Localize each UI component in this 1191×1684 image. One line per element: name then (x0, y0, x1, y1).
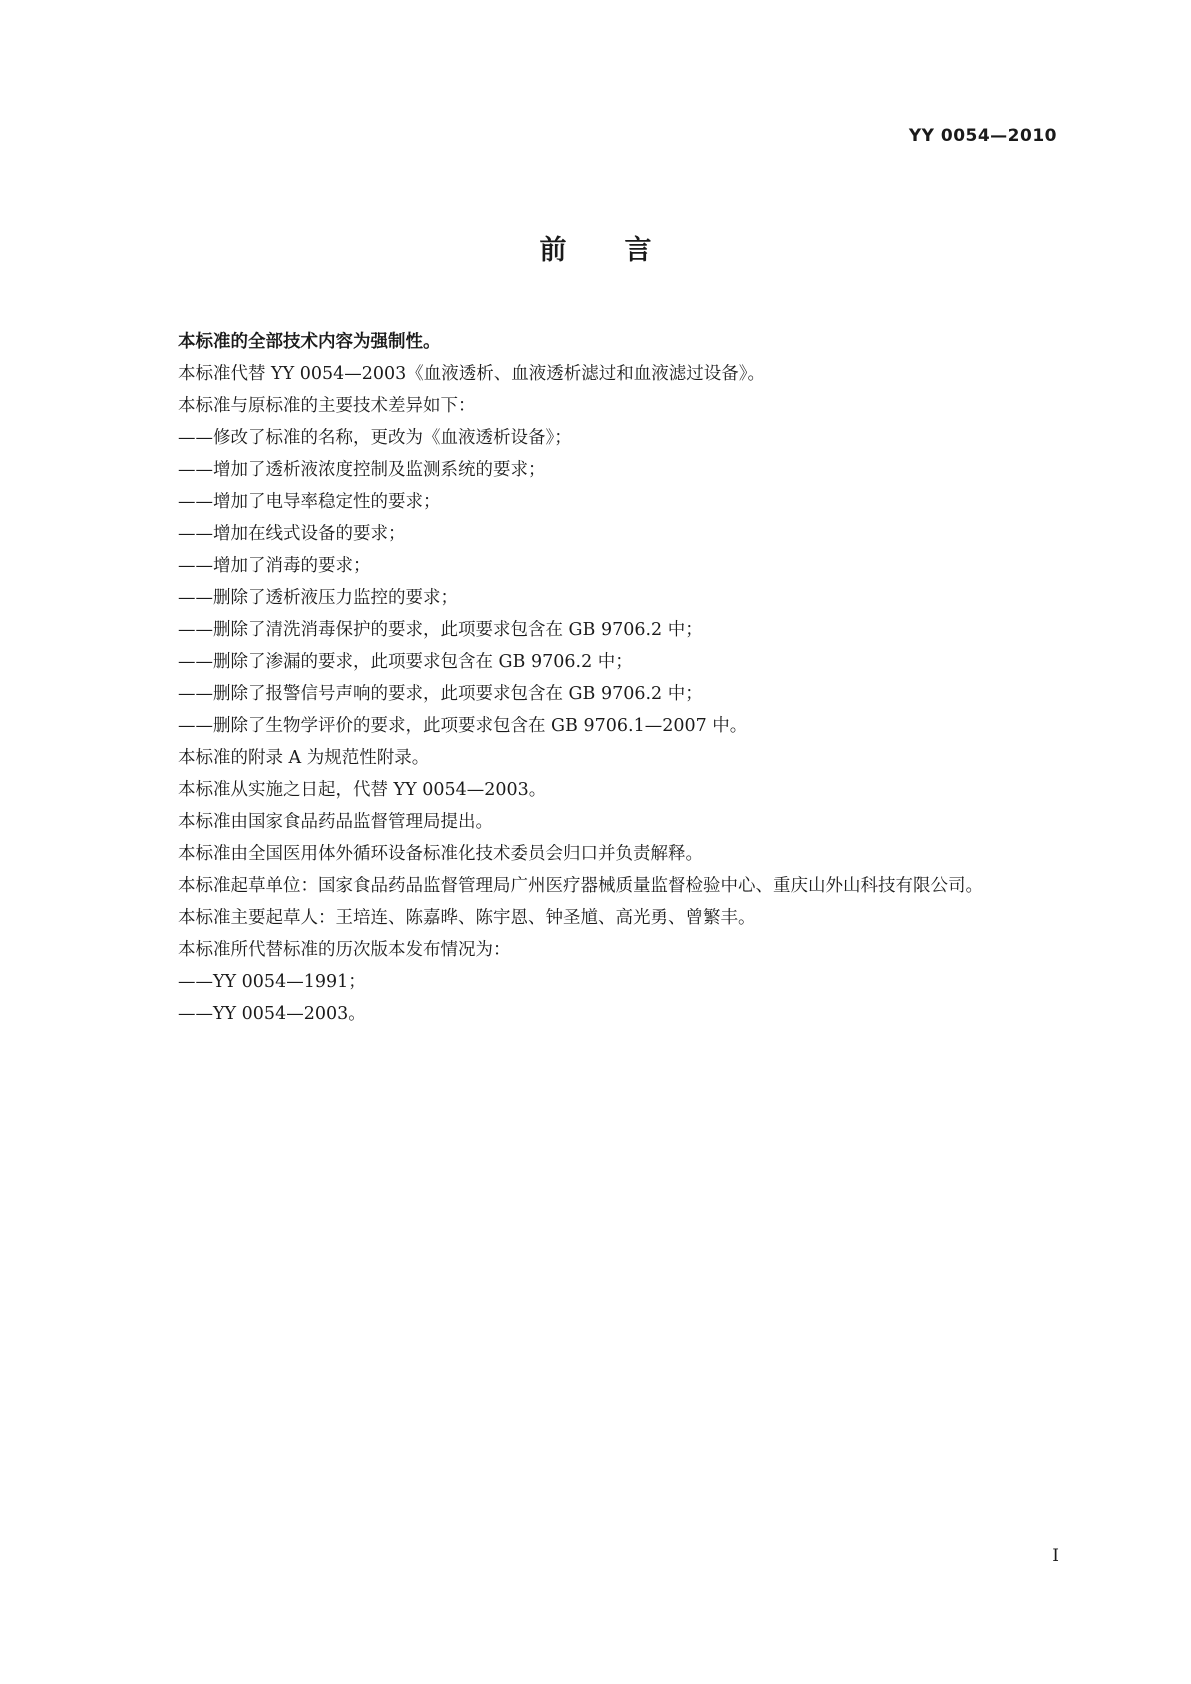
paragraph-drafting-units: 本标准起草单位：国家食品药品监督管理局广州医疗器械质量监督检验中心、重庆山外山科技有限公司。 (178, 876, 983, 896)
list-item-difference: ——删除了渗漏的要求，此项要求包含在 GB 9706.2 中； (178, 652, 633, 672)
paragraph-version-history-intro: 本标准所代替标准的历次版本发布情况为： (178, 940, 511, 960)
list-item-difference: ——删除了报警信号声响的要求，此项要求包含在 GB 9706.2 中； (178, 684, 703, 704)
list-item-difference: ——增加在线式设备的要求； (178, 524, 406, 544)
page-number: I (1052, 1546, 1059, 1566)
standard-code: YY 0054—2010 (908, 126, 1057, 146)
document-body (135, 326, 1059, 1030)
list-item-difference: ——增加了透析液浓度控制及监测系统的要求； (178, 460, 546, 480)
list-item-difference: ——增加了电导率稳定性的要求； (178, 492, 441, 512)
paragraph-mandatory-statement: 本标准的全部技术内容为强制性。 (178, 332, 441, 352)
list-item-difference: ——删除了透析液压力监控的要求； (178, 588, 458, 608)
list-item-difference: ——删除了清洗消毒保护的要求，此项要求包含在 GB 9706.2 中； (178, 620, 703, 640)
paragraph-responsible-committee: 本标准由全国医用体外循环设备标准化技术委员会归口并负责解释。 (178, 844, 703, 864)
paragraph-replacement: 本标准代替 YY 0054—2003《血液透析、血液透析滤过和血液滤过设备》。 (178, 364, 766, 384)
paragraph-annex: 本标准的附录 A 为规范性附录。 (178, 748, 430, 768)
paragraph-effective: 本标准从实施之日起，代替 YY 0054—2003。 (178, 780, 547, 800)
page-title: 前言 (539, 235, 710, 266)
paragraph-proposed-by: 本标准由国家食品药品监督管理局提出。 (178, 812, 493, 832)
list-item-difference: ——增加了消毒的要求； (178, 556, 371, 576)
paragraph-differences-intro: 本标准与原标准的主要技术差异如下： (178, 396, 476, 416)
list-item-version: ——YY 0054—2003。 (178, 1004, 366, 1024)
list-item-difference: ——修改了标准的名称，更改为《血液透析设备》； (178, 428, 572, 448)
list-item-difference: ——删除了生物学评价的要求，此项要求包含在 GB 9706.1—2007 中。 (178, 716, 748, 736)
paragraph-drafters: 本标准主要起草人：王培连、陈嘉晔、陈宇恩、钟圣馗、高光勇、曾繁丰。 (178, 908, 756, 928)
list-item-version: ——YY 0054—1991； (178, 972, 366, 992)
